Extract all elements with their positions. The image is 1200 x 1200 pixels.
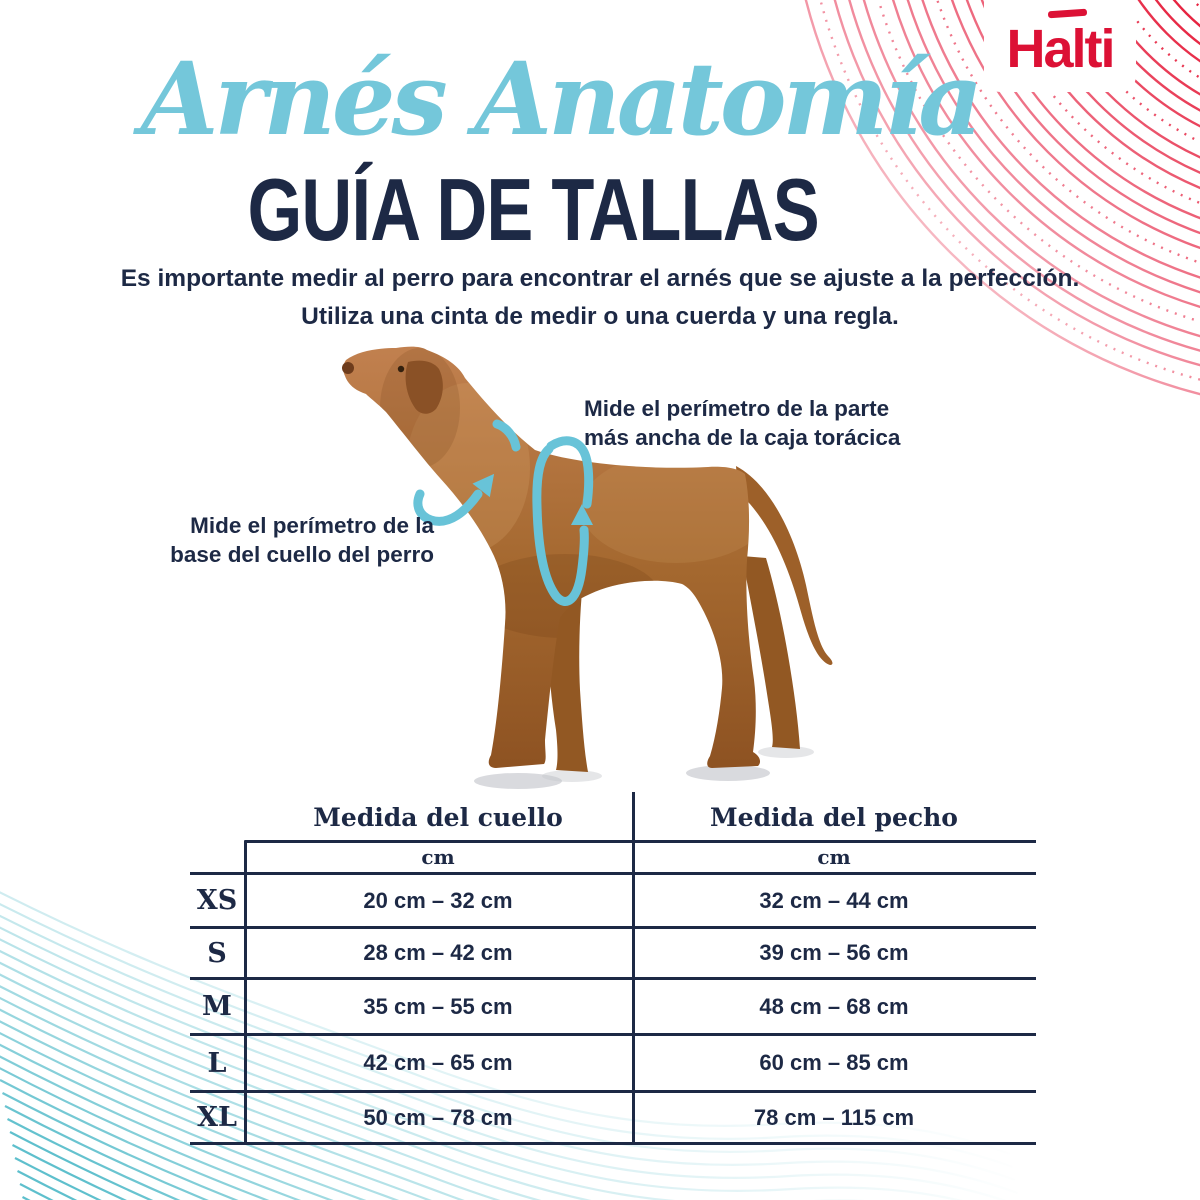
halti-logo-crossbar: [1048, 9, 1087, 19]
size-label: M: [202, 991, 232, 1022]
size-label: S: [207, 937, 227, 969]
unit-label-chest: cm: [817, 845, 851, 869]
intro-line-1: Es importante medir al perro para encontrar el arnés que se ajuste a la perfección.: [120, 265, 1080, 292]
neck-range: 50 cm – 78 cm: [363, 1104, 513, 1130]
chest-range: 78 cm – 115 cm: [753, 1104, 915, 1130]
table-unit-row-top-border: [244, 840, 1036, 843]
intro-line-2: Utiliza una cinta de medir o una cuerda y una regla.: [301, 303, 899, 330]
neck-range: 42 cm – 65 cm: [363, 1050, 513, 1075]
chest-range: 60 cm – 85 cm: [759, 1050, 909, 1075]
page-title-text: GUÍA DE TALLAS: [247, 160, 819, 259]
size-label: L: [207, 1047, 227, 1079]
neck-measure-note: [160, 511, 434, 569]
intro-paragraph: [0, 260, 1200, 336]
chest-range: 48 cm – 68 cm: [759, 993, 909, 1019]
table-row: [190, 1093, 1036, 1145]
size-label: XL: [197, 1102, 237, 1133]
neck-note-line-1: Mide el perímetro de la: [190, 513, 434, 538]
table-row: [190, 1036, 1036, 1093]
title-script: Arnés Anatomía: [140, 40, 980, 158]
halti-logo: [984, 0, 1136, 92]
neck-note-line-2: base del cuello del perro: [170, 542, 434, 567]
chest-measure-note: [584, 394, 900, 452]
table-row: [190, 875, 1036, 929]
column-header-neck: Medida del cuello: [313, 803, 563, 832]
column-header-chest: Medida del pecho: [710, 803, 958, 832]
halti-logo-text: Halti: [1006, 19, 1114, 79]
chest-range: 32 cm – 44 cm: [759, 887, 909, 913]
neck-range: 28 cm – 42 cm: [363, 940, 513, 965]
table-row: [190, 980, 1036, 1036]
unit-label-neck: cm: [421, 845, 455, 869]
chest-range: 39 cm – 56 cm: [759, 940, 909, 965]
page-title: [0, 160, 1066, 259]
table-row: [190, 929, 1036, 980]
chest-note-line-1: Mide el perímetro de la parte: [584, 396, 890, 421]
size-table-body: [190, 872, 1036, 1145]
neck-range: 35 cm – 55 cm: [363, 993, 513, 1019]
size-label: XS: [196, 885, 238, 916]
neck-range: 20 cm – 32 cm: [363, 887, 513, 913]
chest-note-line-2: más ancha de la caja torácica: [584, 425, 901, 450]
